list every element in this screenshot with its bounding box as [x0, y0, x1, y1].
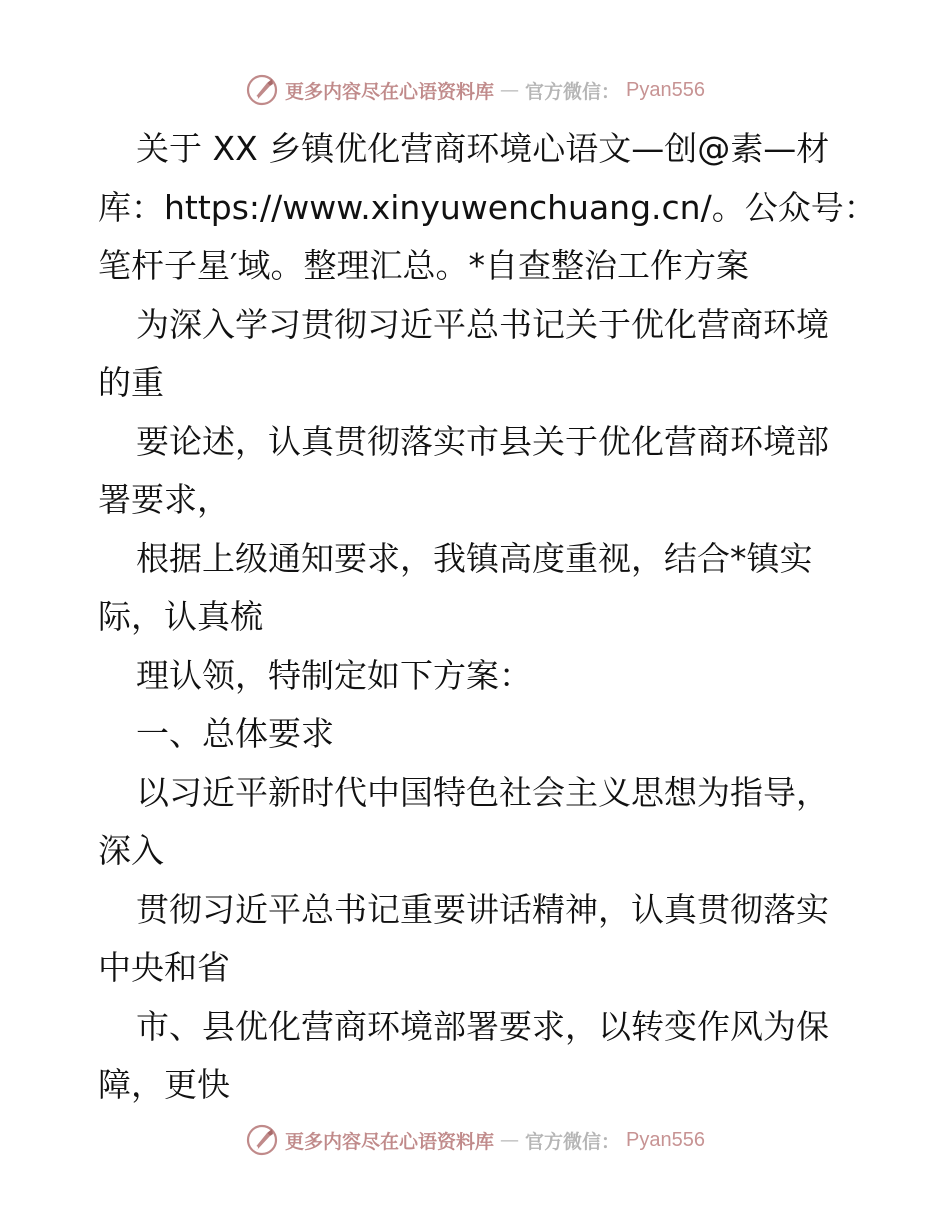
watermark-separator: —	[500, 79, 520, 101]
doc-paragraph-line: 要论述，认真贯彻落实市县关于优化营商环境部	[136, 421, 829, 461]
doc-paragraph-line: 理认领，特制定如下方案：	[136, 655, 532, 695]
doc-title-line-2: 库：https://www.xinyuwenchuang.cn/。公众号：	[98, 187, 877, 227]
watermark-separator: —	[500, 1129, 520, 1151]
doc-paragraph-line: 根据上级通知要求，我镇高度重视，结合*镇实	[136, 538, 813, 578]
doc-paragraph-line: 障，更快	[98, 1065, 230, 1104]
doc-paragraph-line: 深入	[98, 831, 164, 870]
watermark-main-text: 更多内容尽在心语资料库	[285, 80, 495, 103]
watermark-header	[0, 68, 950, 112]
watermark-wechat-label: 官方微信：	[525, 1130, 621, 1153]
doc-section-heading: 一、总体要求	[136, 714, 334, 753]
doc-paragraph-line: 为深入学习贯彻习近平总书记关于优化营商环境	[136, 304, 829, 344]
watermark-wechat-label: 官方微信：	[525, 80, 621, 103]
quill-pen-logo-icon	[245, 1123, 279, 1157]
quill-pen-logo-icon	[245, 73, 279, 107]
doc-paragraph-line: 中央和省	[98, 948, 230, 987]
doc-paragraph-line: 以习近平新时代中国特色社会主义思想为指导，	[136, 772, 829, 812]
watermark-wechat-id: Pyan556	[626, 78, 705, 101]
doc-title-line-3: 笔杆子星′域。整理汇总。*自查整治工作方案	[98, 246, 749, 285]
doc-title-line-1: 关于 XX 乡镇优化营商环境心语文—创@素—材	[136, 129, 830, 168]
doc-paragraph-line: 市、县优化营商环境部署要求，以转变作风为保	[136, 1006, 829, 1046]
document-body	[98, 120, 877, 1115]
doc-paragraph-line: 的重	[98, 363, 164, 402]
watermark-footer	[0, 1118, 950, 1162]
doc-paragraph-line: 署要求，	[98, 480, 230, 519]
doc-paragraph-line: 际，认真梳	[98, 597, 263, 636]
watermark-wechat-id: Pyan556	[626, 1128, 705, 1151]
watermark-main-text: 更多内容尽在心语资料库	[285, 1130, 495, 1153]
doc-paragraph-line: 贯彻习近平总书记重要讲话精神，认真贯彻落实	[136, 889, 829, 929]
